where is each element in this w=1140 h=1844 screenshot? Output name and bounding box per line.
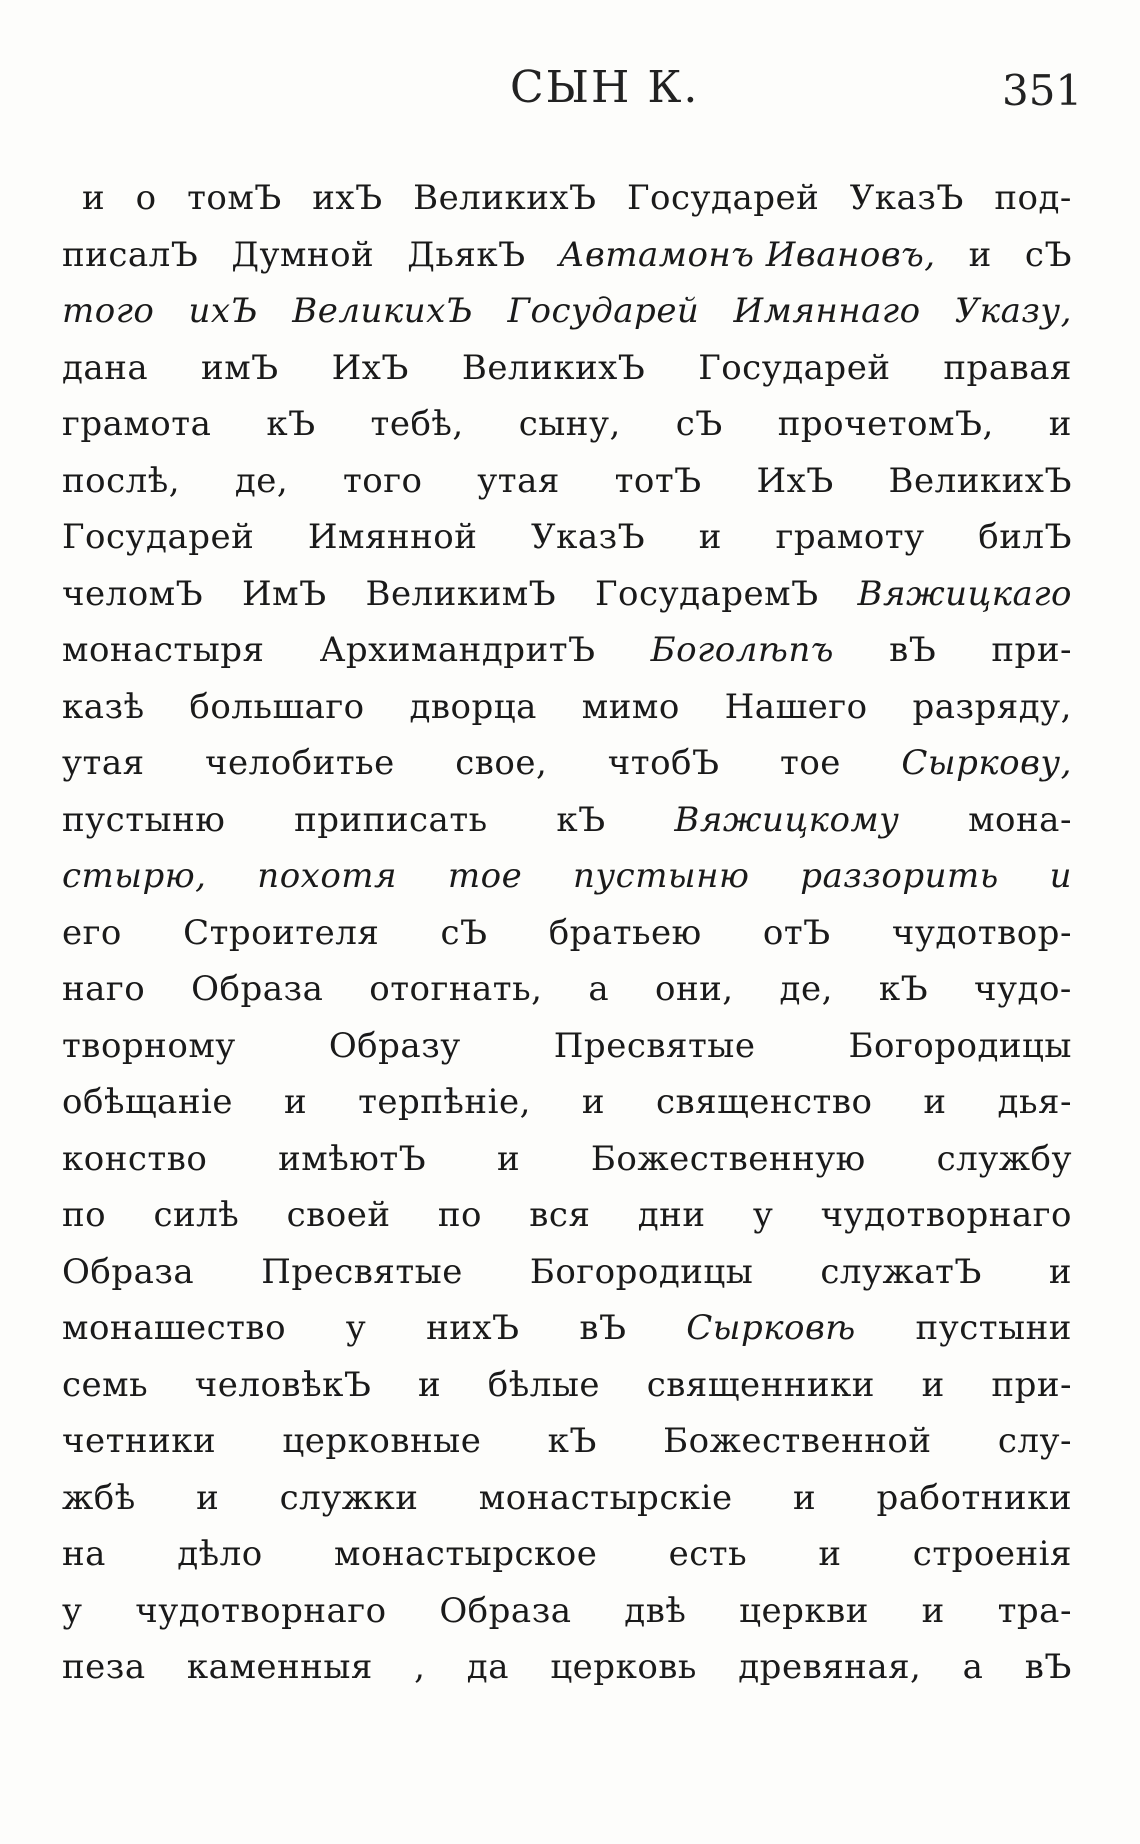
word: вся <box>529 1195 591 1235</box>
word: и <box>968 234 992 275</box>
word: ВеликихЪ <box>461 347 646 388</box>
word: грамота <box>62 404 212 444</box>
word: и <box>1048 1251 1072 1292</box>
word: и <box>792 1477 817 1518</box>
word: и <box>496 1138 521 1179</box>
word: тебѣ, <box>370 404 464 444</box>
text-line <box>62 961 1072 1018</box>
word: билЪ <box>978 517 1072 557</box>
word: вЪ <box>889 630 937 670</box>
text-line <box>62 1074 1072 1131</box>
text-line <box>62 1187 1072 1244</box>
text-line <box>62 735 1072 792</box>
word: священники <box>646 1364 875 1405</box>
word: конство <box>62 1138 208 1179</box>
word: ихЪ <box>188 291 259 331</box>
word: жбѣ <box>62 1477 136 1518</box>
word: под- <box>994 178 1072 218</box>
word: пустыни <box>915 1308 1072 1348</box>
word: мона- <box>968 799 1072 840</box>
word: сЪ <box>1024 234 1072 275</box>
word: каменныя <box>186 1647 373 1687</box>
word: терпѣніе, <box>358 1082 531 1122</box>
word: служки <box>279 1477 419 1518</box>
word: отЪ <box>762 912 831 953</box>
word: сЪ <box>675 404 723 444</box>
word: ДьякЪ <box>407 234 526 275</box>
text-line <box>62 1131 1072 1188</box>
text-line <box>62 1583 1072 1640</box>
word: УказЪ <box>849 178 964 218</box>
word: разряду, <box>912 686 1072 727</box>
word: строенія <box>912 1534 1072 1574</box>
word: служатЪ <box>820 1251 982 1292</box>
word: прочетомЪ, <box>777 404 994 444</box>
word: работники <box>876 1477 1072 1518</box>
word: приписать <box>294 799 488 840</box>
word: творному <box>62 1025 236 1066</box>
word: чудотворнаго <box>820 1195 1072 1235</box>
word: ГосударемЪ <box>595 573 819 614</box>
word: казѣ <box>62 686 145 727</box>
word: дья- <box>997 1082 1072 1122</box>
word: Образа <box>191 969 324 1009</box>
word: пустыню <box>573 856 750 896</box>
page-number: 351 <box>1002 66 1083 115</box>
word: де, <box>234 460 289 501</box>
word: Божественной <box>663 1421 932 1461</box>
word: сЪ <box>440 912 488 953</box>
word: Нашего <box>724 686 868 727</box>
word: тотЪ <box>614 460 702 501</box>
word: Указу, <box>954 291 1072 331</box>
word: Имянной <box>307 517 478 557</box>
word: утая <box>477 460 560 501</box>
text-line <box>62 340 1072 397</box>
text-line <box>62 792 1072 849</box>
word: чудо- <box>974 969 1072 1009</box>
word: наго <box>62 969 146 1009</box>
word: Автамонъ Ивановъ, <box>558 234 936 275</box>
word: Боголѣпъ <box>650 630 834 670</box>
word: они, <box>655 969 734 1009</box>
word: Строителя <box>183 912 380 953</box>
word: Государей <box>698 347 891 388</box>
word: и <box>1049 856 1072 896</box>
word: монастырское <box>333 1534 598 1574</box>
text-line <box>62 509 1072 566</box>
word: похотя <box>257 856 398 896</box>
word: двѣ <box>624 1590 687 1631</box>
word: и <box>1048 404 1072 444</box>
word: ихЪ <box>312 178 383 218</box>
word: Пресвятые <box>553 1025 756 1066</box>
word: раззорить <box>800 856 999 896</box>
word: у <box>62 1590 83 1631</box>
word: ВеликихЪ <box>888 460 1072 501</box>
word: Божественную <box>590 1138 866 1179</box>
word: слу- <box>997 1421 1072 1461</box>
word: бѣлые <box>487 1364 601 1405</box>
word: ВеликимЪ <box>365 573 557 614</box>
word: по <box>62 1195 107 1235</box>
word: де, <box>779 969 833 1009</box>
text-line <box>62 566 1072 623</box>
word: сыну, <box>518 404 621 444</box>
text-line <box>62 170 1072 227</box>
word: церкви <box>739 1590 869 1631</box>
word: стырю, <box>62 856 207 896</box>
word: Сыркову, <box>901 743 1072 783</box>
text-line <box>62 453 1072 510</box>
word: службу <box>936 1138 1072 1179</box>
word: а <box>588 969 610 1009</box>
word: мимо <box>581 686 680 727</box>
word: томЪ <box>187 178 282 218</box>
word: грамоту <box>775 517 925 557</box>
text-line <box>62 1639 1072 1696</box>
word: о <box>135 178 157 218</box>
word: священство <box>655 1082 873 1122</box>
word: Пресвятые <box>261 1251 463 1292</box>
word: Богородицы <box>529 1251 754 1292</box>
text-line <box>62 283 1072 340</box>
word: и <box>581 1082 606 1122</box>
word: и <box>921 1364 945 1405</box>
word: Государей <box>507 291 700 331</box>
word: ВеликихЪ <box>413 178 597 218</box>
word: силѣ <box>153 1195 240 1235</box>
text-line <box>62 848 1072 905</box>
word: и <box>818 1534 842 1574</box>
word: и <box>82 178 106 218</box>
word: у <box>752 1195 774 1235</box>
word: и <box>698 517 722 557</box>
word: ИхЪ <box>331 347 409 388</box>
word: Вяжицкому <box>674 799 900 840</box>
word: челобитье <box>205 743 395 783</box>
word: дворца <box>409 686 537 727</box>
text-line <box>62 679 1072 736</box>
word: , <box>414 1647 426 1687</box>
word: а <box>962 1647 984 1687</box>
word: чтобЪ <box>607 743 720 783</box>
word: Вяжицкаго <box>857 573 1072 614</box>
word: дана <box>62 347 149 388</box>
word: писалЪ <box>62 234 199 275</box>
word: кЪ <box>547 1421 597 1461</box>
word: чудотворнаго <box>135 1590 387 1631</box>
word: утая <box>62 743 145 783</box>
text-line <box>62 1018 1072 1075</box>
word: того <box>62 291 155 331</box>
word: пеза <box>62 1647 146 1687</box>
word: и <box>923 1082 947 1122</box>
word: есть <box>668 1534 748 1574</box>
word: кЪ <box>878 969 929 1009</box>
word: и <box>196 1477 220 1518</box>
text-line <box>62 1300 1072 1357</box>
word: правая <box>943 347 1072 388</box>
text-line <box>62 622 1072 679</box>
word: семь <box>62 1364 149 1405</box>
word: монашество <box>62 1308 287 1348</box>
word: вЪ <box>1024 1647 1072 1687</box>
word: ИхЪ <box>756 460 834 501</box>
word: послѣ, <box>62 460 181 501</box>
word: и <box>921 1590 945 1631</box>
word: дѣло <box>177 1534 263 1574</box>
word: отогнать, <box>369 969 543 1009</box>
word: Образу <box>328 1025 461 1066</box>
word: человѣкЪ <box>194 1364 372 1405</box>
word: ИмЪ <box>241 573 327 614</box>
word: у <box>345 1308 367 1348</box>
word: челомЪ <box>62 573 204 614</box>
word: нихЪ <box>426 1308 520 1348</box>
word: дни <box>637 1195 706 1235</box>
word: его <box>62 912 122 953</box>
word: по <box>437 1195 482 1235</box>
text-line <box>62 1470 1072 1527</box>
text-line <box>62 905 1072 962</box>
text-line <box>62 1357 1072 1414</box>
word: тра- <box>997 1590 1072 1631</box>
word: тое <box>780 743 841 783</box>
word: Думной <box>231 234 375 275</box>
text-line <box>62 1244 1072 1301</box>
word: Образа <box>62 1251 195 1292</box>
word: УказЪ <box>531 517 646 557</box>
word: ВеликихЪ <box>292 291 474 331</box>
word: АрхимандритЪ <box>319 630 596 670</box>
word: при- <box>991 1364 1072 1405</box>
text-line <box>62 396 1072 453</box>
word: и <box>283 1082 308 1122</box>
word: кЪ <box>556 799 606 840</box>
word: имЪ <box>201 347 279 388</box>
running-head: СЫН К. <box>510 62 700 113</box>
word: кЪ <box>266 404 316 444</box>
word: обѣщаніе <box>62 1082 233 1122</box>
word: древяная, <box>738 1647 922 1687</box>
word: большаго <box>189 686 365 727</box>
word: пустыню <box>62 799 226 840</box>
word: имѣютЪ <box>278 1138 427 1179</box>
word: Сырковѣ <box>686 1308 856 1348</box>
word: Богородицы <box>848 1025 1072 1066</box>
word: монастырскіе <box>478 1477 733 1518</box>
word: при- <box>991 630 1072 670</box>
word: вЪ <box>579 1308 627 1348</box>
word: чудотвор- <box>891 912 1072 953</box>
word: братьею <box>548 912 702 953</box>
word: на <box>62 1534 106 1574</box>
text-line <box>62 1526 1072 1583</box>
word: того <box>342 460 423 501</box>
word: Образа <box>439 1590 572 1631</box>
word: Государей <box>62 517 255 557</box>
word: Государей <box>627 178 820 218</box>
page-header <box>0 62 1140 122</box>
text-line <box>62 1413 1072 1470</box>
text-line <box>62 227 1072 284</box>
word: Имяннаго <box>733 291 921 331</box>
word: да <box>466 1647 509 1687</box>
word: церковные <box>282 1421 482 1461</box>
word: тое <box>447 856 523 896</box>
word: монастыря <box>62 630 265 670</box>
body-text <box>62 170 1072 1696</box>
word: церковь <box>550 1647 697 1687</box>
word: свое, <box>455 743 548 783</box>
word: четники <box>62 1421 217 1461</box>
word: своей <box>286 1195 391 1235</box>
word: и <box>417 1364 442 1405</box>
